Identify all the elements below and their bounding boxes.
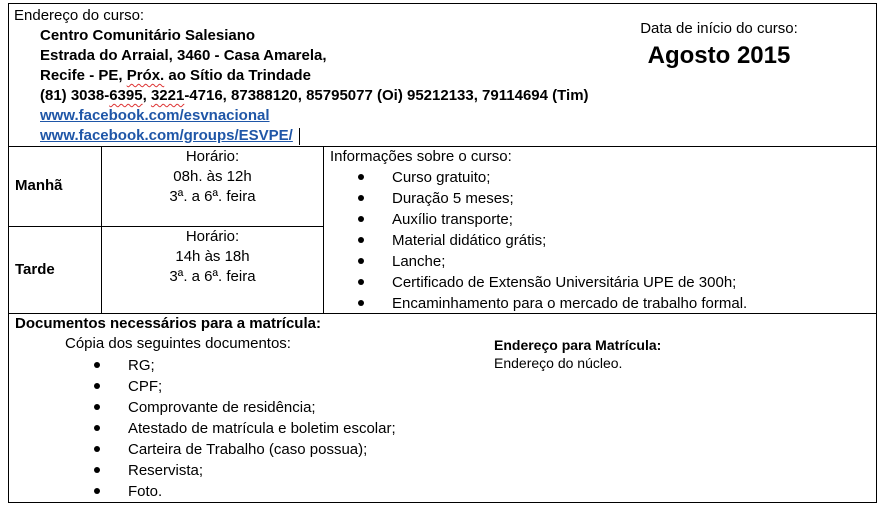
- phone-numbers: (81) 3038-6395, 3221-4716, 87388120, 85795077 (Oi) 95212133, 79114694 (Tim): [40, 87, 589, 104]
- start-date-value: Agosto 2015: [647, 42, 791, 69]
- start-date-label: Data de início do curso:: [640, 20, 798, 37]
- afternoon-horario-label: Horário:: [185, 228, 240, 245]
- course-info-title: Informações sobre o curso:: [330, 148, 512, 165]
- list-item: Atestado de matrícula e boletim escolar;: [88, 418, 396, 439]
- facebook-link-esvnacional[interactable]: www.facebook.com/esvnacional: [40, 107, 270, 124]
- documents-list: [88, 355, 396, 502]
- text-cursor: [299, 128, 300, 145]
- documents-intro: Cópia dos seguintes documentos:: [65, 335, 291, 352]
- list-item: Lanche;: [352, 251, 747, 272]
- morning-time: 08h. às 12h: [173, 168, 252, 185]
- address-label: Endereço do curso:: [14, 7, 145, 24]
- enrollment-address-value: Endereço do núcleo.: [494, 355, 623, 371]
- list-item: CPF;: [88, 376, 396, 397]
- afternoon-days: 3ª. a 6ª. feira: [169, 268, 256, 285]
- list-item: Auxílio transporte;: [352, 209, 747, 230]
- list-item: Reservista;: [88, 460, 396, 481]
- list-item: Foto.: [88, 481, 396, 502]
- morning-days: 3ª. a 6ª. feira: [169, 188, 256, 205]
- enrollment-address-title: Endereço para Matrícula:: [494, 337, 662, 353]
- list-item: Curso gratuito;: [352, 167, 747, 188]
- list-item: Material didático grátis;: [352, 230, 747, 251]
- facebook-link-groups[interactable]: www.facebook.com/groups/ESVPE/: [40, 127, 293, 144]
- org-name: Centro Comunitário Salesiano: [40, 27, 256, 44]
- list-item: Encaminhamento para o mercado de trabalho formal.: [352, 293, 747, 314]
- list-item: RG;: [88, 355, 396, 376]
- list-item: Carteira de Trabalho (caso possua);: [88, 439, 396, 460]
- afternoon-time: 14h às 18h: [175, 248, 250, 265]
- course-info-list: [352, 167, 747, 314]
- course-flyer-table: [8, 3, 877, 503]
- period-morning: Manhã: [15, 177, 63, 194]
- list-item: Duração 5 meses;: [352, 188, 747, 209]
- list-item: Certificado de Extensão Universitária UPE de 300h;: [352, 272, 747, 293]
- facebook-link-groups-row: [40, 126, 300, 146]
- list-item: Comprovante de residência;: [88, 397, 396, 418]
- col-divider-info: [323, 146, 324, 313]
- street-address: Estrada do Arraial, 3460 - Casa Amarela,: [40, 47, 327, 64]
- documents-title: Documentos necessários para a matrícula:: [15, 315, 321, 332]
- morning-horario-label: Horário:: [185, 148, 240, 165]
- city-address: Recife - PE, Próx. ao Sítio da Trindade: [40, 67, 311, 84]
- period-afternoon: Tarde: [15, 261, 55, 278]
